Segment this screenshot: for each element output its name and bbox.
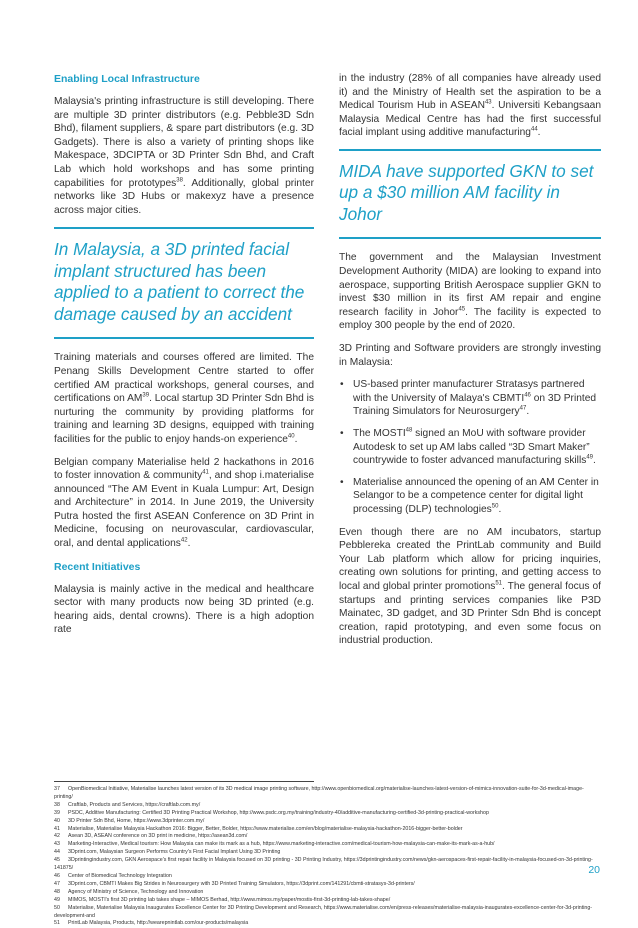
section-heading-recent-initiatives: Recent Initiatives [54, 560, 141, 573]
paragraph-incubators: Even though there are no AM incubators, startup Pebblereka created the PrintLab community and Build Your Lab platform which allow for pricing inquiries, creating own solutions for printing, and getting access to local and global printer promotions$^{51}$. The general focus of startups and printing services companies like P3D Mainatec, 3D gadget, and 3D Printer Sdn Bhd is concept creation, rapid prototyping, and even some focus on industrial production. [339, 526, 601, 647]
footnote-ref[interactable]: 46 [524, 392, 531, 399]
footnote-ref[interactable]: 48 [405, 427, 413, 434]
footnote-item: 45 3Dprintingindustry.com, GKN Aerospace's first repair facility in Malaysia focused on 3D printing - 3D Printing Industry, https://3dprintingindustry.com/news/gkn-aerospaces-first-repair-facility-in-malaysia-focused-on-3d-printing-141875/ [54, 857, 593, 872]
pull-quote-mida: MIDA have supported GKN to set up a $30 million AM facility in Johor [339, 149, 601, 240]
footnote-item: 46 Center of Biomedical Technology Integration [54, 872, 172, 879]
footnote-ref[interactable]: 42 [180, 537, 188, 544]
footnote-ref[interactable]: 47 [519, 406, 527, 413]
list-item: • The MOSTI$^{48}$ signed an MoU with software provider Autodesk to set up AM labs called “3D Smart Maker” countrywide to foster advanced manufacturing skills$^{49}$. [339, 427, 601, 468]
paragraph-providers: 3D Printing and Software providers are strongly investing in Malaysia: [339, 343, 601, 368]
paragraph-training: Training materials and courses offered are limited. The Penang Skills Development Centre started to offer certified AM practical workshops, general courses, and certifications on AM$^{39}$. Local startup 3D Printer Sdn Bhd is nurturing the community by providing platforms for training and learning 3D designs, equipped with training facilities for the public to enjoy hands-on experience$^{40}$. [54, 352, 314, 445]
footnote-item: 51 PrintLab Malaysia, Products, http://wearepnintlab.com/our-products/malaysia [54, 920, 249, 927]
footnote-ref[interactable]: 44 [530, 126, 538, 133]
footnote-ref[interactable]: 38 [176, 177, 183, 184]
footnote-ref[interactable]: 40 [287, 433, 295, 440]
footnote-ref[interactable]: 51 [495, 580, 503, 587]
footnote-ref[interactable]: 39 [142, 392, 150, 399]
footnote-item: 39 PSDC, Additive Manufacturing: Certified 3D Printing Practical Workshop, http://www.psdc.org.my/training/industry-40/additive-manufacturing-certified-3d-printing-practical-workshop [54, 809, 489, 816]
footnote-item: 43 Marketing-Interactive, Medical tourism: How Malaysia can make its mark as a hub, https://www.marketing-interactive.com/medical-tourism-how-malaysia-can-make-its-mark-as-a-hub/ [54, 841, 495, 848]
footnote-item: 44 3Dprint.com, Malaysian Surgeon Performs Country's First Facial Implant Using 3D Printing [54, 849, 281, 856]
paragraph-infrastructure: Malaysia's printing infrastructure is still developing. There are multiple 3D printer distributors (e.g. Pebble3D Sdn Bhd), filament suppliers, & spare part distributors (e.g. 3D Gadgets). There is also a variety of printing shops like Makespace, 3DCIPTA or 3D Printer Sdn Bhd, and Craft Lab which hold workshops and has some printing capabilities for prototypes$^{38}$. Additionally, global printer networks like 3D Hubs or makexyz have a presence across major cities. [54, 96, 314, 216]
footnote-ref[interactable]: 41 [202, 469, 209, 476]
list-item: • US-based printer manufacturer Stratasys partnered with the University of Malaya's CBMTI$^{46}$ on 3D Printed Training Simulators for Neurosurgery$^{47}$. [339, 378, 601, 419]
footnote-item: 48 Agency of Ministry of Science, Technology and Innovation [54, 888, 204, 895]
paragraph-materialise: Belgian company Materialise held 2 hackathons in 2016 to foster innovation & community$^{41}$, and shop i.materialise announced “The AM Event in Kuala Lumpur: Art, Design and Architecture” in 2014. In June 2019, the University Putra hosted the first ASEAN Conference on 3D Print in Medicine, focusing on neurovascular, cardiovascular, oral, and dental applications$^{42}$. [54, 456, 314, 550]
footnote-item: 49 MIMOS, MOSTI's first 3D printing lab takes shape – MIMOS Berhad, http://www.mimos.my/paper/mostis-first-3d-printing-lab-takes-shape/ [54, 896, 391, 903]
footnote-ref[interactable]: 45 [458, 306, 466, 313]
footnote-item: 38 Craftlab, Products and Services, https://craftlab.com.my/ [54, 801, 201, 808]
footnote-ref[interactable]: 50 [491, 503, 499, 510]
paragraph-mida: The government and the Malaysian Investment Development Authority (MIDA) are looking to expand into aerospace, supporting British Aerospace supplier GKN to invest $30 million in its first AM repair and engine research facility in Johor$^{45}$. The facility is expected to employ 300 people by the end of 2020. [339, 252, 601, 332]
footnote-ref[interactable]: 43 [484, 99, 492, 106]
footnote-item: 37 OpenBiomedical Initiative, Materialise launches latest version of its 3D medical image printing software, http://www.openbiomedical.org/materialise-launches-latest-version-of-mimics-innovation-suite-for-3d-medical-image-printing/ [54, 786, 584, 800]
right-column [339, 72, 601, 657]
pull-quote-facial-implant: In Malaysia, a 3D printed facial implant structured has been applied to a patient to correct the damage caused by an accident [54, 227, 314, 339]
footnote-item: 41 Materialise, Materialise Malaysia Hackathon 2016: Bigger, Better, Bolder, https://www.materialise.com/en/blog/materialise-malaysia-hackathon-2016-bigger-better-bolder [54, 825, 463, 832]
paragraph-medical-tourism: in the industry (28% of all companies have already used it) and the Ministry of Health set the aspiration to be a Medical Tourism Hub in ASEAN$^{43}$. Universiti Kebangsaan Malaysia Medical Centre has had the first successful facial implant using additive manufacturing$^{44}$. [339, 73, 601, 139]
provider-list [339, 378, 601, 516]
footnotes [54, 786, 602, 928]
footnote-divider [54, 781, 314, 782]
section-heading-infrastructure: Enabling Local Infrastructure [54, 73, 200, 85]
footnote-item: 47 3Dprint.com, CBMTI Makes Big Strides in Neurosurgery with 3D Printed Training Simulators, https://3dprint.com/141291/cbmti-stratasys-3d-printers/ [54, 880, 415, 887]
footnote-item: 42 Asean 3D, ASEAN conference on 3D print in medicine, https://asean3d.com/ [54, 833, 248, 840]
footnote-item: 40 3D Printer Sdn Bhd, Home, https://www.3dprinter.com.my/ [54, 817, 205, 824]
paragraph-recent-initiatives: Malaysia is mainly active in the medical and healthcare sector with many products now being 3D printed (e.g. hearing aids, dental crowns). There is a high adoption rate [54, 583, 314, 636]
left-column [54, 72, 314, 646]
list-item: • Materialise announced the opening of an AM Center in Selangor to be a competence center for digital light processing (DLP) technologies$^{50}$. [339, 476, 601, 517]
page-number: 20 [588, 864, 600, 876]
footnote-ref[interactable]: 49 [586, 454, 593, 461]
footnote-item: 50 Materialise, Materialise Malaysia Inaugurates Excellence Center for 3D Printing Development and Research, https://www.materialise.com/en/press-releases/materialise-malaysia-inaugurates-excellence-center-for-3d-printing-development-and [54, 904, 593, 919]
